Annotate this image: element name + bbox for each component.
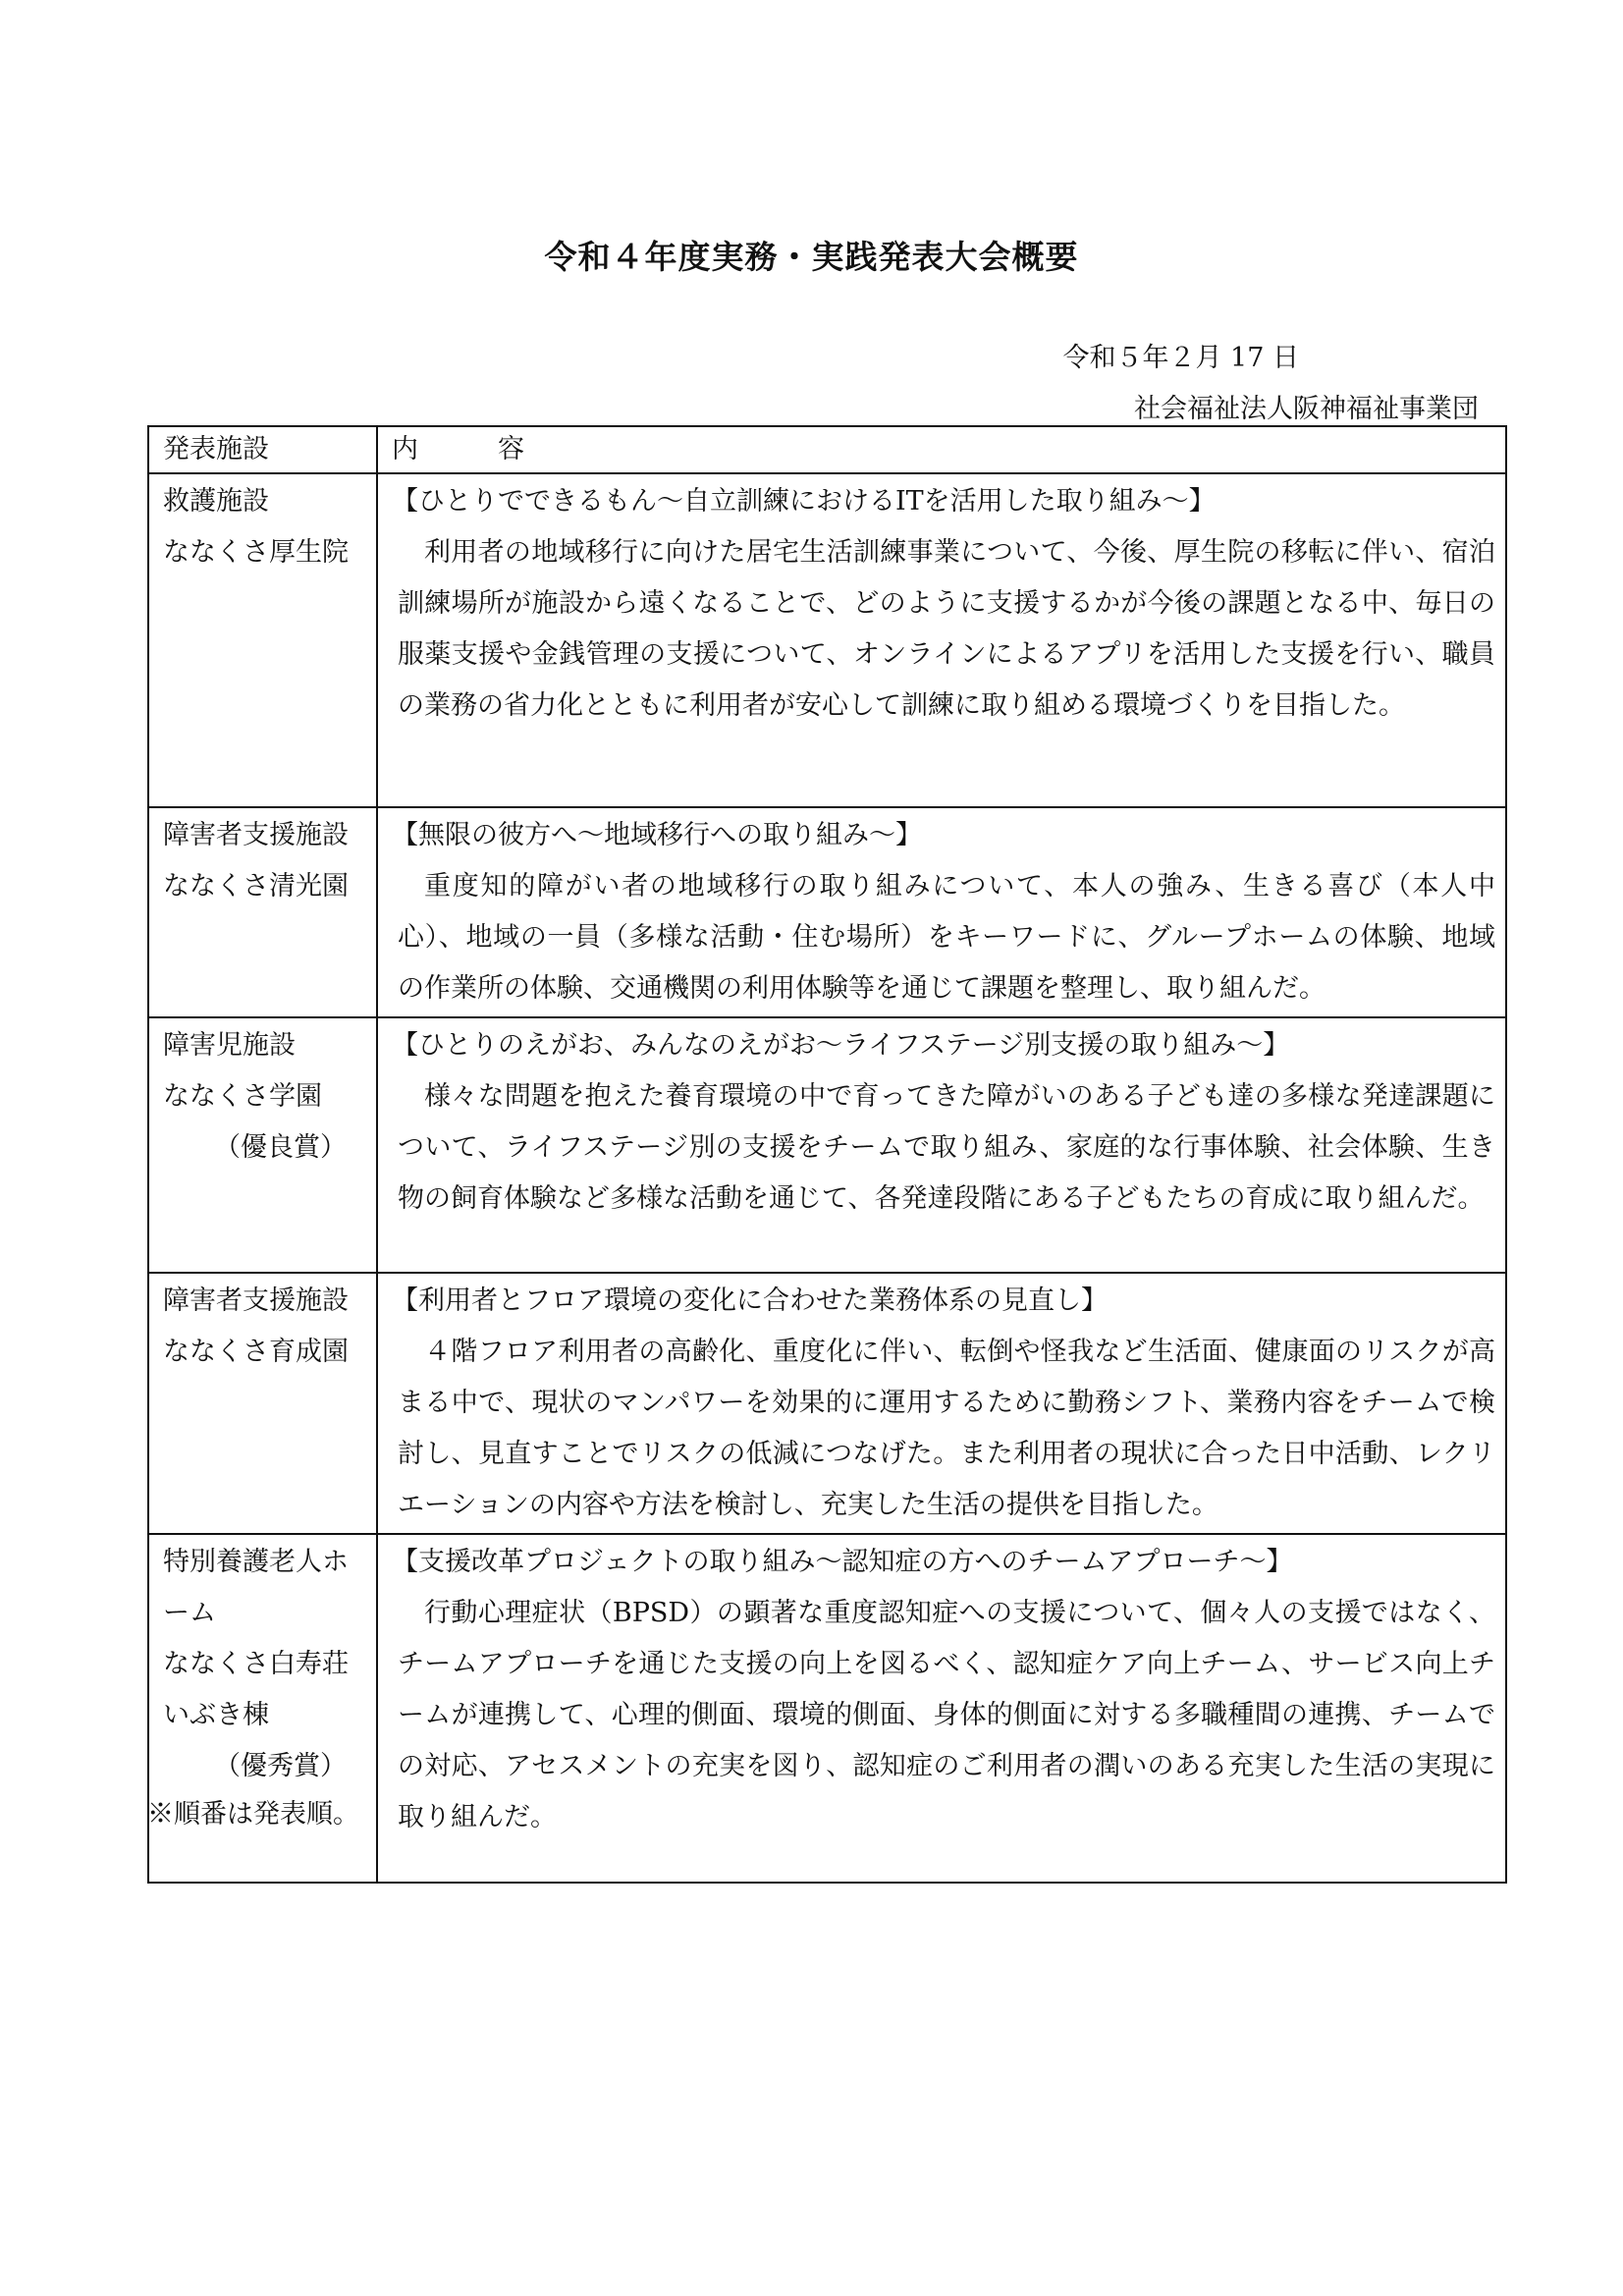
facility-name: ななくさ白寿荘: [163, 1649, 349, 1679]
table-row: [148, 1273, 1506, 1534]
facility-type-continued: ーム: [163, 1598, 216, 1628]
presentation-description: 利用者の地域移行に向けた居宅生活訓練事業について、今後、厚生院の移転に伴い、宿泊訓練場所が施設から遠くなることで、どのように支援するかが今後の課題となる中、毎日の服薬支援や金銭管理の支援について、オンラインによるアプリを活用した支援を行い、職員の業務の省力化とともに利用者が安心して訓練に取り組める環境づくりを目指した。: [398, 537, 1495, 721]
footnote: ※順番は発表順。: [147, 1799, 359, 1830]
facility-cell: [148, 1273, 377, 1534]
table-header-row: [148, 426, 1506, 473]
content-cell: [377, 473, 1506, 807]
presentation-description: 行動心理症状（BPSD）の顕著な重度認知症への支援について、個々人の支援ではなく、チームアプローチを通じた支援の向上を図るべく、認知症ケア向上チーム、サービス向上チームが連携して、心理的側面、環境的側面、身体的側面に対する多職種間の連携、チームでの対応、アセスメントの充実を図り、認知症のご利用者の潤いのある充実した生活の実現に取り組んだ。: [398, 1598, 1495, 1832]
page-title: 令和４年度実務・実践発表大会概要: [544, 238, 1079, 276]
table-row: [148, 473, 1506, 807]
table-row: [148, 1017, 1506, 1273]
content-cell: [377, 1017, 1506, 1273]
facility-name: ななくさ清光園: [163, 871, 349, 902]
facility-type: 障害児施設: [163, 1030, 296, 1061]
facility-name: ななくさ学園: [163, 1081, 322, 1112]
document-date: 令和５年２月 17 日: [1062, 343, 1299, 373]
organization-name: 社会福祉法人阪神福祉事業団: [1134, 394, 1479, 424]
presentation-summary-table: [147, 425, 1507, 1884]
facility-name: ななくさ育成園: [163, 1337, 349, 1367]
presentation-topic: 【支援改革プロジェクトの取り組み～認知症の方へのチームアプローチ～】: [392, 1547, 1293, 1577]
header-facility: 発表施設: [148, 426, 377, 473]
content-cell: [377, 1534, 1506, 1883]
presentation-description: 重度知的障がい者の地域移行の取り組みについて、本人の強み、生きる喜び（本人中心）、地域の一員（多様な活動・住む場所）をキーワードに、グループホームの体験、地域の作業所の体験、交通機関の利用体験等を通じて課題を整理し、取り組んだ。: [398, 871, 1495, 1004]
header-content: 内 容: [377, 426, 1506, 473]
presentation-description: ４階フロア利用者の高齢化、重度化に伴い、転倒や怪我など生活面、健康面のリスクが高まる中で、現状のマンパワーを効果的に運用するために勤務シフト、業務内容をチームで検討し、見直すことでリスクの低減につなげた。また利用者の現状に合った日中活動、レクリエーションの内容や方法を検討し、充実した生活の提供を目指した。: [398, 1337, 1495, 1520]
presentation-description: 様々な問題を抱えた養育環境の中で育ってきた障がいのある子ども達の多様な発達課題について、ライフステージ別の支援をチームで取り組み、家庭的な行事体験、社会体験、生き物の飼育体験など多様な活動を通じて、各発達段階にある子どもたちの育成に取り組んだ。: [398, 1081, 1495, 1214]
facility-cell: [148, 1017, 377, 1273]
facility-type: 救護施設: [163, 486, 269, 517]
presentation-topic: 【ひとりでできるもん～自立訓練におけるITを活用した取り組み～】: [392, 486, 1216, 517]
facility-type: 障害者支援施設: [163, 820, 349, 850]
facility-cell: [148, 807, 377, 1017]
facility-type: 特別養護老人ホ: [163, 1547, 349, 1577]
presentation-topic: 【無限の彼方へ～地域移行への取り組み～】: [392, 820, 922, 850]
facility-type: 障害者支援施設: [163, 1285, 349, 1316]
table-row: [148, 807, 1506, 1017]
facility-cell: [148, 473, 377, 807]
award-label: （優秀賞）: [214, 1751, 347, 1781]
content-cell: [377, 1273, 1506, 1534]
content-cell: [377, 807, 1506, 1017]
presentation-topic: 【利用者とフロア環境の変化に合わせた業務体系の見直し】: [392, 1285, 1108, 1316]
award-label: （優良賞）: [214, 1132, 347, 1163]
presentation-topic: 【ひとりのえがお、みんなのえがお～ライフステージ別支援の取り組み～】: [392, 1030, 1290, 1061]
facility-unit: いぶき棟: [163, 1700, 269, 1730]
facility-name: ななくさ厚生院: [163, 537, 349, 568]
